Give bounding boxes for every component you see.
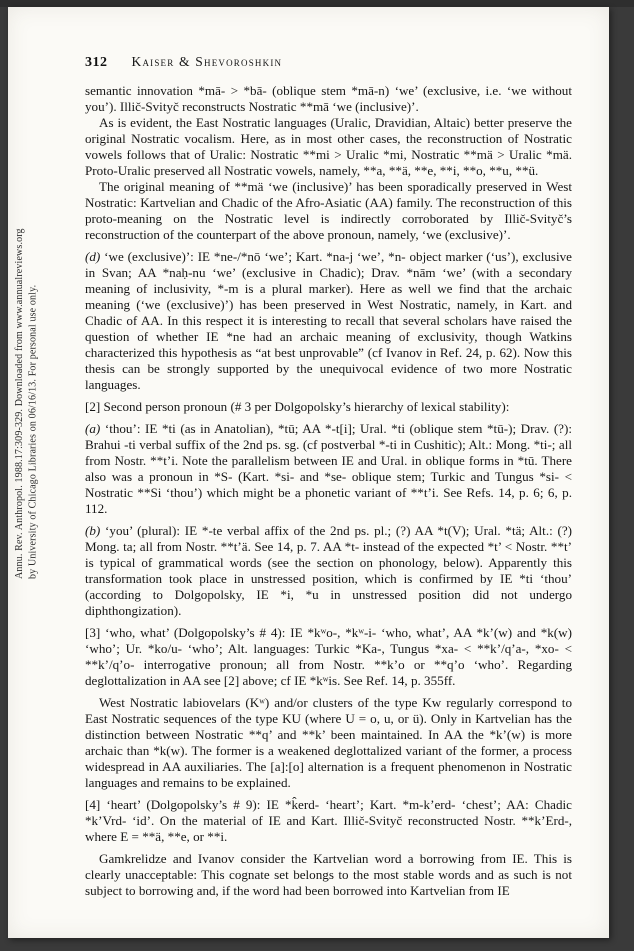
paragraph <box>85 523 572 619</box>
paragraph <box>85 797 572 845</box>
paragraph-text: West Nostratic labiovelars (Kʷ) and/or clusters of the type Kw regularly correspond to East Nostratic sequences of the type KU (where U = o, u, or ü). Only in Kartvelian has the distinction between Nostratic **q’ and **k’ been maintained. In AA the *k’(w) is more archaic than *k(w). The former is a weakened deglottalized variant of the former, a process widespread in AA auxiliaries. The [a]:[o] alternation is a frequent phenomenon in Nostratic languages and remains to be explained. <box>85 695 572 790</box>
paragraph-text: [3] ‘who, what’ (Dolgopolsky’s # 4): IE *kʷo-, *kʷ-i- ‘who, what’, AA *k’(w) and *k(w) ‘who’; Ur. *ko/u- ‘who’; Alt. languages: Turkic *Ka-, Tungus *xa- < **k’/q’a-, *xo- < **k’/q’o- interrogative pronoun; all from Nostr. **k’o or **q’o ‘who’. Regarding deglottalization in AA see [2] above; cf IE *kʷis. See Ref. 14, p. 355ff. <box>85 625 572 688</box>
paragraph <box>85 179 572 243</box>
paragraph <box>85 83 572 115</box>
paragraph <box>85 851 572 899</box>
document-page <box>8 7 609 938</box>
paragraph-label: (d) <box>85 249 101 264</box>
paragraph <box>85 625 572 689</box>
running-head: Kaiser & Shevoroshkin <box>131 54 283 69</box>
paragraph-text: [2] Second person pronoun (# 3 per Dolgopolsky’s hierarchy of lexical stability): <box>85 399 510 414</box>
paragraph-text: ‘thou’: IE *ti (as in Anatolian), *tū; AA *-t[i]; Ural. *ti (oblique stem *tū-); Drav. (?): Brahui -ti verbal suffix of the 2nd ps. sg. (cf postverbal *-ti in Cushitic); Alt.: Mong. *ti-; all from Nostr. **t’i. Note the parallelism between IE and Ural. in oblique forms in *tū. There also was a pronoun in *S- (Kart. *si- and *se- oblique stem; Turkic and Tungus *si- < Nostratic **Si ‘thou’) which might be a phonetic variant of **t’i. See Refs. 14, p. 6; 6, p. 112. <box>85 421 572 516</box>
stamp-line-1: Annu. Rev. Anthropol. 1988.17:309-329. Downloaded from www.annualreviews.org <box>14 228 25 579</box>
paragraph-text: ‘we (exclusive)’: IE *ne-/*nō ‘we’; Kart. *na-j ‘we’, *n- object marker (‘us’), exclusive in Svan; AA *naḥ-nu ‘we’ (exclusive in Chadic); Drav. *nām ‘we’ (with a secondary meaning of inclusivity, *-m is a plural marker). Here as well we find that the archaic meaning (‘we (exclusive)’) has been preserved in West Nostratic, namely, in Kart. and Chadic of AA. In this respect it is interesting to recall that several scholars have raised the question of whether IE *ne had an archaic meaning of exclusivity, though Watkins characterized this hypothesis as “at best unprovable” (cf Ivanov in Ref. 24, p. 62). Now this thesis can be strongly supported by the unequivocal evidence of two more Nostratic languages. <box>85 249 572 392</box>
paragraph-text: As is evident, the East Nostratic languages (Uralic, Dravidian, Altaic) better preserve the original Nostratic vocalism. Here, as in most other cases, the reconstruction of Nostratic vowels follows that of Uralic: Nostratic **mi > Uralic *mi, Nostratic **mä > Uralic *mä. Proto-Uralic preserved all Nostratic vowels, namely, **a, **ä, **e, **i, **o, **u, **ü. <box>85 115 572 178</box>
paragraph <box>85 421 572 517</box>
paragraph-text: semantic innovation *mā- > *bā- (oblique stem *mā-n) ‘we’ (exclusive, i.e. ‘we without you’). Illič-Svityč reconstructs Nostratic **mā ‘we (inclusive)’. <box>85 83 572 114</box>
page-number: 312 <box>85 55 108 70</box>
paragraph-text: ‘you’ (plural): IE *-te verbal affix of the 2nd ps. pl.; (?) AA *t(V); Ural. *tä; Alt.: (?) Mong. ta; all from Nostr. **t’ä. See 14, p. 7. AA *t- instead of the expected *t’ < Nostr. **t’ is typical of grammatical words (see the section on phonology, below). Apparently this transformation took place in unstressed position, which is confirmed by IE *ti ‘thou’ (according to Dolgopolsky, IE *i, *u in unstressed position did not undergo diphthongization). <box>85 523 572 618</box>
paragraph <box>85 115 572 179</box>
paragraph <box>85 249 572 393</box>
paragraph-text: [4] ‘heart’ (Dolgopolsky’s # 9): IE *k̂erd- ‘heart’; Kart. *m-k’erd- ‘chest’; AA: Chadic *k’Vrd- ‘id’. On the material of IE and Kart. Illič-Svityč reconstructed Nostr. **k’Erd-, where E = **ä, **e, or **i. <box>85 797 572 844</box>
paragraph-text: Gamkrelidze and Ivanov consider the Kartvelian word a borrowing from IE. This is clearly unacceptable: This cognate set belongs to the most stable words and as such is not subject to borrowing and, if the word had been borrowed into Kartvelian from IE <box>85 851 572 898</box>
paragraph <box>85 399 572 415</box>
article-body <box>85 83 572 899</box>
page-header <box>85 53 572 71</box>
stamp-line-2: by University of Chicago Libraries on 06/16/13. For personal use only. <box>27 284 39 579</box>
download-stamp-sidebar <box>13 229 40 579</box>
paragraph-label: (b) <box>85 523 101 538</box>
paragraph-label: (a) <box>85 421 101 436</box>
paragraph-text: The original meaning of **mä ‘we (inclusive)’ has been sporadically preserved in West Nostratic: Kartvelian and Chadic of the Afro-Asiatic (AA) family. The reconstruction of this proto-meaning on the Nostratic level is indirectly corroborated by Illič-Svityč’s reconstruction of the counterpart of the above pronoun, namely, ‘we (exclusive)’. <box>85 179 572 242</box>
paragraph <box>85 695 572 791</box>
